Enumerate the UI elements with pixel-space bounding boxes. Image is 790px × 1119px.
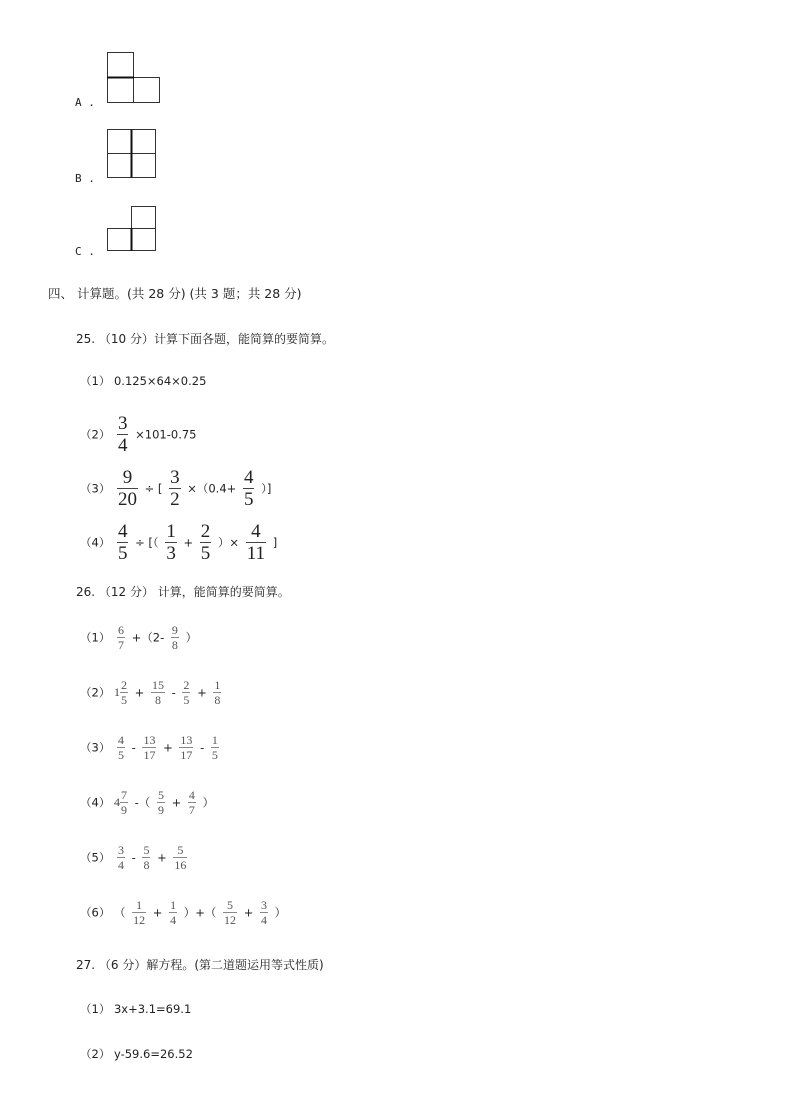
- q26-p6-text3: +: [243, 905, 254, 920]
- q26-p2-text2: -: [171, 685, 176, 700]
- q26-p3-text1: -: [131, 740, 136, 755]
- q25-p4-text3: ）×: [217, 535, 240, 550]
- q25-header: 25. （10 分）计算下面各题，能简算的要简算。: [76, 332, 334, 346]
- q26-p2-frac2: $\frac{15}{8}$: [151, 678, 164, 707]
- q26-p1-frac1: $\frac{6}{7}$: [117, 623, 124, 652]
- q26-p2-frac3: $\frac{2}{5}$: [183, 678, 190, 707]
- q25-p3: [80, 468, 271, 509]
- q26-p6-frac4: $\frac{3}{4}$: [261, 898, 267, 927]
- q26-p4: [80, 789, 214, 816]
- q26-p3-frac4: $\frac{1}{5}$: [211, 733, 218, 762]
- q26-p6-text0: （: [113, 905, 126, 920]
- q27-p1: [80, 1001, 191, 1017]
- q26-p6-text4: ）: [274, 905, 287, 920]
- q26-p5-label: （5）: [80, 850, 111, 865]
- q27-p1-label: （1）: [80, 1002, 111, 1016]
- q26-p2-frac4: $\frac{1}{8}$: [214, 678, 221, 707]
- q25-p3-text2: ×（0.4+: [187, 481, 237, 496]
- q26-p4-label: （4）: [80, 795, 111, 810]
- q26-p4-frac2: $\frac{5}{9}$: [157, 788, 164, 817]
- q25-p4-label: （4）: [80, 535, 111, 550]
- q25-p4-frac1: $\frac{4}{5}$: [117, 521, 128, 564]
- q26-p3-frac3: $\frac{13}{17}$: [180, 733, 193, 762]
- q26-header: 26. （12 分） 计算，能简算的要简算。: [76, 585, 290, 599]
- q27-header: 27. （6 分）解方程。(第二道题运用等式性质): [76, 958, 324, 972]
- q26-p5-text1: -: [131, 850, 136, 865]
- q27-p2: [80, 1046, 193, 1062]
- q25-p2-rest: ×101-0.75: [135, 427, 197, 442]
- q25-p3-label: （3）: [80, 481, 111, 496]
- q26-p5-frac2: $\frac{5}{8}$: [143, 843, 150, 872]
- q25-p2-label: （2）: [80, 427, 111, 442]
- q27-p1-expr: 3x+3.1=69.1: [113, 1002, 192, 1016]
- q26-p2-text3: +: [197, 685, 207, 700]
- q26-p6-frac1: $\frac{1}{12}$: [133, 898, 146, 927]
- q26-p3-text3: -: [200, 740, 205, 755]
- q26-p4-mixed-int: 4: [113, 795, 120, 809]
- q26-p1-text2: ）: [185, 630, 198, 645]
- q26-p6-label: （6）: [80, 905, 111, 920]
- q26-p4-frac1: $\frac{7}{9}$: [120, 788, 127, 817]
- option-a-label: A .: [75, 96, 95, 109]
- q25-p3-text3: ）]: [261, 481, 272, 496]
- q25-p4-frac2: $\frac{1}{3}$: [166, 521, 176, 564]
- q27-p2-label: （2）: [80, 1047, 111, 1061]
- q25-p4-text1: ÷ [（: [135, 535, 159, 550]
- q25-p4-frac3: $\frac{2}{5}$: [200, 521, 211, 564]
- q25-p3-frac3: $\frac{4}{5}$: [243, 467, 254, 510]
- q25-p1-expr: 0.125×64×0.25: [113, 374, 207, 388]
- q25-p1: [80, 373, 206, 389]
- q26-p6-frac3: $\frac{5}{12}$: [224, 898, 237, 927]
- option-a-figure: [107, 52, 161, 104]
- q25-p2-frac1: $\frac{3}{4}$: [117, 413, 128, 456]
- q26-p4-text1: -（: [134, 795, 151, 810]
- q26-p5-frac3: $\frac{5}{16}$: [174, 843, 187, 872]
- q26-p5: [80, 844, 190, 871]
- q26-p4-text3: ）: [202, 795, 215, 810]
- q26-p2-mixed-int: 1: [113, 685, 120, 699]
- q25-p1-label: （1）: [80, 374, 111, 388]
- option-c-figure: [107, 206, 157, 252]
- option-b-figure: [107, 129, 157, 179]
- q25-p3-frac1: $\frac{9}{20}$: [117, 467, 137, 510]
- q25-p4: [80, 522, 277, 563]
- q26-p2-text1: +: [134, 685, 145, 700]
- q25-p4-frac4: $\frac{4}{11}$: [246, 521, 266, 564]
- q25-p3-frac2: $\frac{3}{2}$: [170, 467, 180, 510]
- q26-p3-frac2: $\frac{13}{17}$: [143, 733, 156, 762]
- q26-p3-label: （3）: [80, 740, 111, 755]
- q26-p3-frac1: $\frac{4}{5}$: [117, 733, 124, 762]
- q26-p6-text2: ）+（: [183, 905, 217, 920]
- q25-p4-text4: ]: [272, 535, 278, 550]
- q26-p1-text1: +（2-: [131, 630, 165, 645]
- q26-p2: [80, 679, 224, 706]
- section-4-heading: 四、 计算题。(共 28 分) (共 3 题；共 28 分): [48, 286, 302, 301]
- q26-p2-frac1: $\frac{2}{5}$: [120, 678, 127, 707]
- q25-p3-text1: ÷ [: [144, 481, 163, 496]
- q25-p4-text2: +: [183, 535, 194, 550]
- option-c-label: C .: [75, 245, 95, 258]
- q26-p1-frac2: $\frac{9}{8}$: [171, 623, 178, 652]
- q27-p2-expr: y-59.6=26.52: [113, 1047, 193, 1061]
- q26-p4-text2: +: [171, 795, 182, 810]
- q26-p1: [80, 624, 197, 651]
- q26-p6-frac2: $\frac{1}{4}$: [170, 898, 177, 927]
- option-b-label: B .: [75, 172, 95, 185]
- q26-p1-label: （1）: [80, 630, 111, 645]
- q26-p6-text1: +: [152, 905, 163, 920]
- q26-p5-frac1: $\frac{3}{4}$: [117, 843, 124, 872]
- q25-p2: [80, 414, 196, 455]
- q26-p3-text2: +: [163, 740, 173, 755]
- q26-p3: [80, 734, 222, 761]
- q26-p2-label: （2）: [80, 685, 111, 700]
- q26-p6: [80, 899, 286, 926]
- q26-p5-text2: +: [157, 850, 167, 865]
- q26-p4-frac3: $\frac{4}{7}$: [188, 788, 195, 817]
